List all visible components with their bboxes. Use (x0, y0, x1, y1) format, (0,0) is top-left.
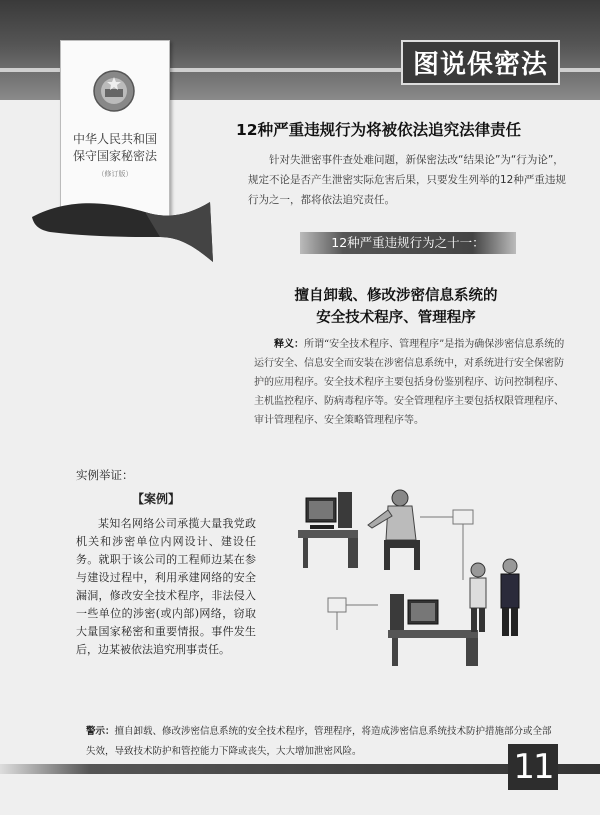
violation-tag: 12种严重违规行为之十一： (300, 232, 516, 254)
example-label: 实例举证： (76, 468, 134, 482)
warning-paragraph (86, 722, 556, 762)
ribbon-decoration (30, 192, 215, 272)
case-illustration (288, 470, 558, 675)
definition-paragraph (254, 335, 570, 430)
national-emblem-icon (91, 69, 137, 113)
warning-text: 擅自卸载、修改涉密信息系统的安全技术程序，管理程序，将造成涉密信息系统技术防护措施部分或全部失效，导致技术防护和管控能力下降或丧失，大大增加泄密风险。 (86, 726, 552, 757)
book-title-line1: 中华人民共和国 (72, 132, 157, 146)
violation-heading (266, 285, 526, 329)
article-intro: 针对失泄密事件查处难问题，新保密法改“结果论”为“行为论”，规定不论是否产生泄密实际危害后果，只要发生列举的12种严重违规行为之一，都将依法追究责任。 (248, 154, 566, 206)
hacker-at-computer-icon (298, 490, 420, 570)
article-heading: 12种严重违规行为将被依法追究法律责任 (236, 121, 522, 139)
book-edition: （修订版） (97, 170, 133, 178)
definition-lead: 释义： (274, 339, 304, 350)
violation-heading-line1: 擅自卸载、修改涉密信息系统的 (294, 287, 498, 304)
warning-lead: 警示： (86, 726, 115, 737)
section-title: 图说保密法 (401, 40, 560, 85)
definition-text: 所谓“安全技术程序、管理程序”是指为确保涉密信息系统的运行安全、信息安全而安装在涉密信息系统中，对系统进行安全保密防护的应用程序。安全技术程序主要包括身份鉴别程序、访问控制程序、主机监控程序、防病毒程序等。安全管理程序主要包括权限管理程序、审计管理程序、安全策略管理程序等。 (254, 339, 565, 426)
case-text: 某知名网络公司承揽大量我党政机关和涉密单位内网设计、建设任务。就职于该公司的工程师边某在参与建设过程中，利用承建网络的安全漏洞，修改安全技术程序，非法侵入一些单位的涉密(或内部)网络，窃取大量国家秘密和重要情报。事件发生后，边某被依法追究刑事责任。 (76, 517, 256, 656)
page-number: 11 (508, 744, 558, 790)
book-title-line2: 保守国家秘密法 (72, 149, 157, 163)
case-label: 【案例】 (132, 492, 181, 506)
investigators-icon (388, 559, 519, 666)
violation-heading-line2: 安全技术程序、管理程序 (316, 309, 476, 326)
